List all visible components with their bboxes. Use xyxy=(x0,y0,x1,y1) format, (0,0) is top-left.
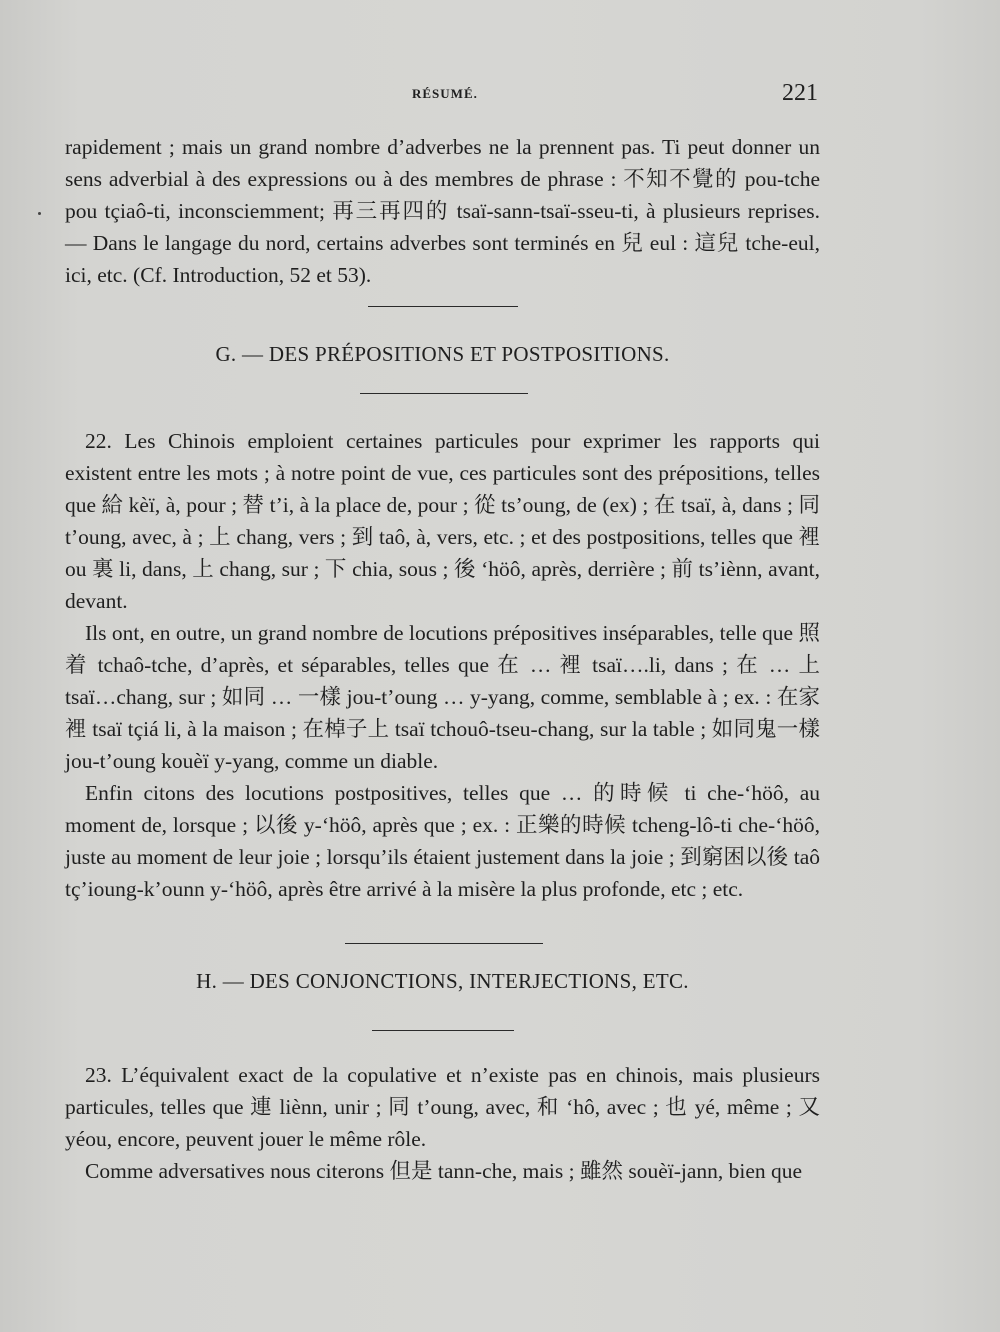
section-g-body xyxy=(65,425,820,905)
running-header xyxy=(0,78,1000,108)
section-h-body xyxy=(65,1059,820,1187)
paragraph-23: 23. L’équivalent exact de la copulative et n’existe pas en chinois, mais plusieurs particules, telles que 連 liènn, unir ; 同 t’oung, avec, 和 ‘hô, avec ; 也 yé, même ; 又 yéou, encore, peuvent jouer le même rôle. xyxy=(65,1063,820,1151)
section-heading-g: G. — DES PRÉPOSITIONS ET POSTPOSITIONS. xyxy=(215,342,670,366)
margin-mark xyxy=(38,212,41,215)
divider-rule xyxy=(372,1030,514,1031)
paragraph-locutions-prepositives: Ils ont, en outre, un grand nombre de locutions prépositives inséparables, telle que 照着 tchaô-tche, d’après, et séparables, telles que 在 … 裡 tsaï….li, dans ; 在 … 上 tsaï…chang, sur ; 如同 … 一樣 jou-t’oung … y-yang, comme, semblable à ; ex. : 在家裡 tsaï tçiá li, à la maison ; 在棹子上 tsaï tchouô-tseu-chang, sur la table ; 如同鬼一樣 jou-t’oung kouèï y-yang, comme un diable. xyxy=(65,621,820,773)
paragraph-adverbs-text: rapidement ; mais un grand nombre d’adverbes ne la prennent pas. Ti peut donner un sens adverbial à des expressions ou à des membres de phrase : 不知不覺的 pou-tche pou tçiaô-ti, inconsciemment; 再三再四的 tsaï-sann-tsaï-sseu-ti, à plusieurs reprises. — Dans le langage du nord, certains adverbes sont terminés en 兒 eul : 這兒 tche-eul, ici, etc. (Cf. Introduction, 52 et 53). xyxy=(65,135,820,287)
divider-rule xyxy=(345,943,543,944)
section-heading-h: H. — DES CONJONCTIONS, INTERJECTIONS, ETC. xyxy=(196,969,689,993)
divider-rule xyxy=(368,306,518,307)
paragraph-locutions-postpositives: Enfin citons des locutions postpositives, telles que … 的時候 ti che-‘höô, au moment de, lorsque ; 以後 y-‘höô, après que ; ex. : 正樂的時候 tcheng-lô-ti che-‘höô, juste au moment de leur joie ; lorsqu’ils étaient justement dans la joie ; 到窮困以後 taô tç’ioung-k’ounn y-‘höô, après être arrivé à la misère la plus profonde, etc ; etc. xyxy=(65,781,820,901)
paragraph-22: 22. Les Chinois emploient certaines particules pour exprimer les rapports qui existent entre les mots ; à notre point de vue, ces particules sont des prépositions, telles que 給 kèï, à, pour ; 替 t’i, à la place de, pour ; 從 ts’oung, de (ex) ; 在 tsaï, à, dans ; 同 t’oung, avec, à ; 上 chang, vers ; 到 taô, à, vers, etc. ; et des postpositions, telles que 裡 ou 裏 li, dans, 上 chang, sur ; 下 chia, sous ; 後 ‘höô, après, derrière ; 前 ts’iènn, avant, devant. xyxy=(65,429,820,613)
page-number: 221 xyxy=(782,80,818,106)
paragraph-adverbs xyxy=(65,131,820,291)
divider-rule xyxy=(360,393,528,394)
paragraph-adversatives: Comme adversatives nous citerons 但是 tann-che, mais ; 雖然 souèï-jann, bien que xyxy=(85,1159,803,1183)
running-title: RÉSUMÉ. xyxy=(412,86,478,101)
